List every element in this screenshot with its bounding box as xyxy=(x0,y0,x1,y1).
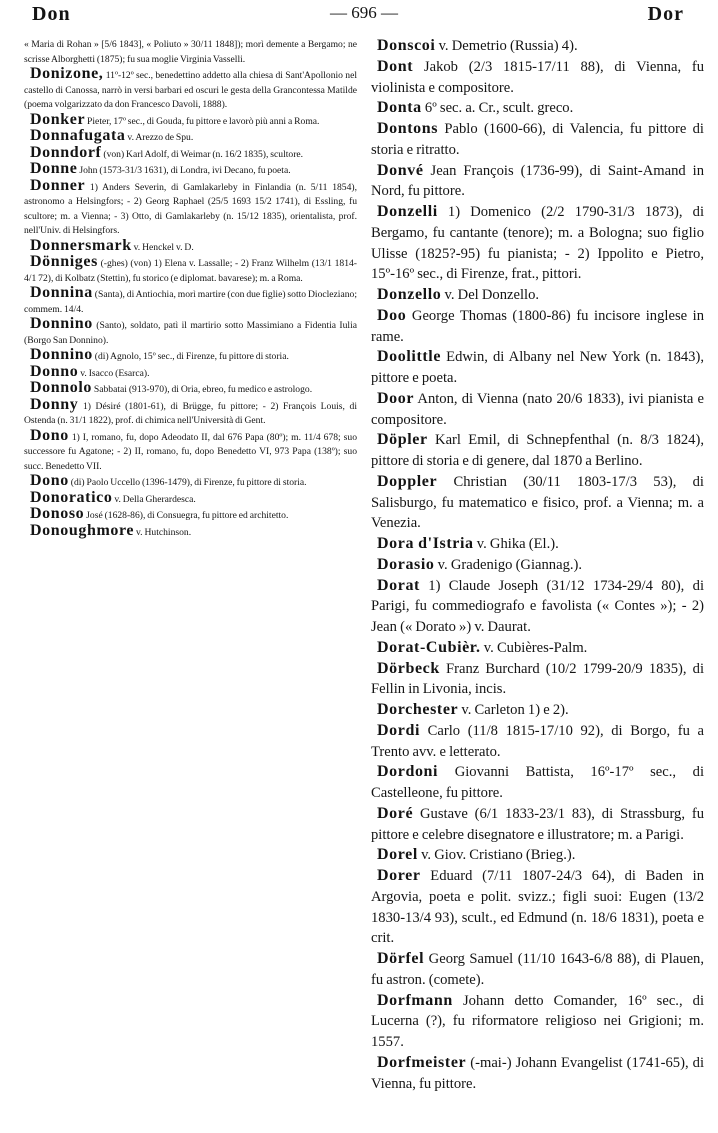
entry-text: Carlo (11/8 1815-17/10 92), di Borgo, fu a Trento avv. e letterato. xyxy=(371,722,704,760)
entry-headword: Dora d'Istria xyxy=(377,535,474,552)
entry-headword: Dorel xyxy=(377,846,418,864)
dictionary-entry xyxy=(371,804,704,846)
entry-text: v. Carleton 1) e 2). xyxy=(458,702,569,718)
dictionary-entry xyxy=(24,36,357,67)
dictionary-entry xyxy=(371,534,704,555)
entry-headword: Donoso xyxy=(30,505,85,522)
entry-text: Pablo (1600-66), di Valencia, fu pittore di storia e ritratto. xyxy=(371,121,704,158)
entry-headword: Donvé xyxy=(377,161,424,179)
entry-text: v. Della Gherardesca. xyxy=(112,493,196,505)
entry-text: José (1628-86), di Consuegra, fu pittore ed architetto. xyxy=(84,510,289,521)
dictionary-entry xyxy=(371,576,704,638)
entry-text: Jakob (2/3 1815-17/11 88), di Vienna, fu violinista e compositore. xyxy=(371,58,704,96)
entry-text: John (1573-31/3 1631), di Londra, ivi Decano, fu poeta. xyxy=(77,165,291,176)
entry-text: (di) Agnolo, 15º sec., di Firenze, fu pittore di storia. xyxy=(92,351,289,362)
entry-text: v. Hutchinson. xyxy=(134,526,192,538)
entry-headword: Dontons xyxy=(377,120,439,137)
entry-text: George Thomas (1800-86) fu incisore inglese in rame. xyxy=(371,307,704,345)
dictionary-entry xyxy=(371,119,704,161)
dictionary-entry xyxy=(371,659,704,701)
dictionary-entry xyxy=(371,700,704,721)
entry-headword: Doré xyxy=(377,804,414,822)
entry-headword: Dorasio xyxy=(377,555,435,573)
entry-text: v. Isacco (Esarca). xyxy=(78,367,150,379)
entry-headword: Donta xyxy=(377,99,422,117)
dictionary-entry xyxy=(371,845,704,866)
dictionary-entry xyxy=(371,389,704,431)
dictionary-entry xyxy=(371,866,704,949)
right-column xyxy=(371,36,704,1094)
header-left-guideword: Don xyxy=(32,3,71,25)
entry-headword: Door xyxy=(377,389,415,407)
entry-headword: Donoratico xyxy=(30,488,113,506)
entry-text: Karl Emil, di Schnepfenthal (n. 8/3 1824), pittore di storia e di genere, dal 1870 a Berlino. xyxy=(371,432,704,469)
entry-text: v. Henckel v. D. xyxy=(131,241,194,253)
page-number: — 696 — xyxy=(330,3,398,22)
dictionary-entry xyxy=(371,762,704,804)
entry-headword: Donscoi xyxy=(377,37,436,54)
dictionary-entry xyxy=(371,991,704,1053)
entry-headword: Dönniges xyxy=(30,253,98,270)
entry-text: Edwin, di Albany nel New York (n. 1843), pittore e poeta. xyxy=(371,349,704,386)
entry-headword: Donnolo xyxy=(30,379,92,396)
dictionary-entry xyxy=(371,306,704,348)
entry-headword: Dono xyxy=(30,426,69,444)
dictionary-entry xyxy=(371,1053,704,1095)
dictionary-entry xyxy=(371,721,704,763)
dictionary-entry xyxy=(371,161,704,203)
entry-text: Christian (30/11 1803-17/3 53), di Salisburgo, fu matematico e fisico, prof. a Vienna; m. a Venezia. xyxy=(371,473,704,532)
entry-headword: Donker xyxy=(30,110,86,128)
dictionary-entry xyxy=(371,98,704,119)
entry-headword: Donizone, xyxy=(30,65,104,82)
entry-headword: Donndorf xyxy=(30,143,102,161)
left-column xyxy=(24,36,357,1094)
entry-headword: Dordoni xyxy=(377,763,439,781)
dictionary-entry xyxy=(24,395,357,429)
entry-headword: Döpler xyxy=(377,431,428,449)
entry-headword: Dordi xyxy=(377,721,420,739)
entry-headword: Dörfel xyxy=(377,950,425,967)
dictionary-entry xyxy=(371,347,704,389)
dictionary-entry xyxy=(24,176,357,239)
entry-text: Giovanni Battista, 16º-17º sec., di Castelleone, fu pittore. xyxy=(371,764,704,801)
entry-headword: Donnino xyxy=(30,346,93,363)
header-right-guideword: Dor xyxy=(647,3,684,25)
entry-text: (di) Paolo Uccello (1396-1479), di Firenze, fu pittore di storia. xyxy=(68,477,307,488)
entry-text: Franz Burchard (10/2 1799-20/9 1835), di Fellin in Livonia, incis. xyxy=(371,660,704,698)
entry-headword: Donno xyxy=(30,362,79,380)
dictionary-entry xyxy=(371,202,704,285)
dictionary-entry xyxy=(24,426,357,475)
entry-headword: Donzelli xyxy=(377,203,438,220)
entry-text: (Santo), soldato, patì il martirio sotto Massimiano a Fidentia Iulia (Borgo San Donnino). xyxy=(24,320,357,346)
entry-headword: Dorfmeister xyxy=(377,1053,467,1071)
dictionary-entry xyxy=(371,57,704,99)
entry-headword: Donnafugata xyxy=(30,127,126,144)
entry-headword: Donzello xyxy=(377,286,442,303)
dictionary-entry xyxy=(24,255,357,286)
entry-headword: Doolittle xyxy=(377,348,442,366)
entry-text: v. Gradenigo (Giannag.). xyxy=(434,556,583,573)
dictionary-entry xyxy=(24,317,357,348)
dictionary-entry xyxy=(371,472,704,534)
dictionary-entry xyxy=(24,286,357,317)
entry-headword: Donner xyxy=(30,176,86,194)
entry-text: v. Del Donzello. xyxy=(441,287,540,303)
entry-text: Anton, di Vienna (nato 20/6 1833), ivi pianista e compositore. xyxy=(371,390,704,428)
entry-text: (von) Karl Adolf, di Weimar (n. 16/2 1835), scultore. xyxy=(101,148,304,160)
entry-text: Pieter, 17º sec., di Gouda, fu pittore e lavorò più anni a Roma. xyxy=(85,115,320,127)
entry-text: 6º sec. a. Cr., scult. greco. xyxy=(421,100,574,117)
entry-headword: Dorat xyxy=(377,576,420,594)
entry-headword: Dorfmann xyxy=(377,991,453,1009)
dictionary-entry xyxy=(371,555,704,576)
entry-headword: Donny xyxy=(30,395,79,413)
entry-headword: Donoughmore xyxy=(30,521,135,539)
entry-text: v. Demetrio (Russia) 4). xyxy=(435,38,578,54)
entry-headword: Donne xyxy=(30,160,78,177)
entry-text: Eduard (7/11 1807-24/3 64), di Baden in Argovia, poeta e polit. svizz.; figli suoi: Eugen (13/2 1830-13/4 93), scult., ed Edmund (n. 18/6 1831), poeta e crit. xyxy=(371,868,704,947)
text-columns xyxy=(24,36,704,1094)
entry-text: Gustave (6/1 1833-23/1 83), di Strassburg, fu pittore e celebre disegnatore e illustratore; m. a Parigi. xyxy=(371,805,704,843)
dictionary-entry xyxy=(371,430,704,472)
entry-headword: Doppler xyxy=(377,472,438,490)
dictionary-entry xyxy=(371,949,704,991)
entry-text: v. Ghika (El.). xyxy=(473,536,559,552)
page-header xyxy=(24,0,704,36)
entry-headword: Donnersmark xyxy=(30,236,132,254)
entry-text: v. Cubières-Palm. xyxy=(480,639,588,656)
entry-text: v. Arezzo de Spu. xyxy=(125,132,194,143)
entry-headword: Donnino xyxy=(30,315,93,332)
entry-text: « Maria di Rohan » [5/6 1843], « Poliuto » 30/11 1848]); morì demente a Bergamo; ne scrisse Alborghetti (1875); fu sua moglie Virginia Vasselli. xyxy=(24,39,357,65)
dictionary-entry xyxy=(371,638,704,659)
entry-text: (-mai-) Johann Evangelist (1741-65), di Vienna, fu pittore. xyxy=(371,1054,704,1092)
entry-text: (Santa), di Antiochia, morì martire (con due figlie) sotto Diocleziano; commem. 14/4. xyxy=(24,289,357,315)
dictionary-entry xyxy=(371,285,704,306)
entry-text: 1) Domenico (2/2 1790-31/3 1873), di Bergamo, fu cantante (tenore); m. a Bologna; suo figlio Ulisse (1825?-95) fu pianista; - 2) Ippolito e Pietro, 15º-16º sec., di Firenze, frat., pittori. xyxy=(371,204,704,283)
entry-text: 11º-12º sec., benedettino addetto alla chiesa di Sant'Apollonio nel castello di Canossa, narrò in versi barbari ed oscuri le gesta della Grancontessa Matilde (poema volgarizzato da don Francesco Davoli, 1888). xyxy=(24,70,357,110)
entry-text: 1) Claude Joseph (31/12 1734-29/4 80), di Parigi, fu commediografo e favolista (« Contes »); - 2) Jean (« Dorato ») v. Daurat. xyxy=(371,577,704,635)
entry-headword: Dont xyxy=(377,57,414,75)
dictionary-entry xyxy=(24,521,357,541)
entry-text: 1) I, romano, fu, dopo Adeodato II, dal 676 Papa (80º); m. 11/4 678; suo successore fu Agatone; - 2) II, romano, fu, dopo Benedetto VI, 973 Papa (138º); suo succ. Benedetto VII. xyxy=(24,431,357,472)
entry-text: 1) Désiré (1801-61), di Brügge, fu pittore; - 2) François Louis, di Ostenda (n. 31/1 1822), prof. di chimica nell'Università di Gent. xyxy=(24,400,357,426)
entry-text: 1) Anders Severin, di Gamlakarleby in Finlandia (n. 5/11 1854), astronomo a Helsingfors; - 2) Georg Raphael (25/5 1693 15/2 1741), di Essling, fu scultore; m. a Vienna; - 3) Otto, di Gamlakarleby (n. 15/12 1835), orientalista, prof. nell'Univ. di Helsingfors. xyxy=(24,181,357,236)
entry-text: Jean François (1736-99), di Saint-Amand in Nord, fu pittore. xyxy=(371,162,704,200)
entry-headword: Dorchester xyxy=(377,701,459,718)
dictionary-entry xyxy=(24,67,357,113)
entry-headword: Dono xyxy=(30,472,69,489)
entry-headword: Dorat-Cubièr. xyxy=(377,638,481,656)
entry-headword: Doo xyxy=(377,306,407,324)
entry-headword: Dorer xyxy=(377,867,421,884)
entry-text: Sabbatai (913-970), di Oria, ebreo, fu medico e astrologo. xyxy=(92,384,313,395)
entry-text: Johann detto Comander, 16º sec., di Lucerna (?), fu riformatore religioso nei Grigioni; m. 1557. xyxy=(371,992,704,1050)
entry-text: (-ghes) (von) 1) Elena v. Lassalle; - 2) Franz Wilhelm (13/1 1814-4/1 72), di Kolbatz (Stettin), fu storico (e diplomat. bavarese); m. a Roma. xyxy=(24,258,357,284)
entry-headword: Dörbeck xyxy=(377,659,440,677)
dictionary-entry xyxy=(371,36,704,57)
entry-text: v. Giov. Cristiano (Brieg.). xyxy=(417,847,576,864)
entry-headword: Donnina xyxy=(30,284,93,301)
entry-text: Georg Samuel (11/10 1643-6/8 88), di Plauen, fu astron. (comete). xyxy=(371,951,704,988)
